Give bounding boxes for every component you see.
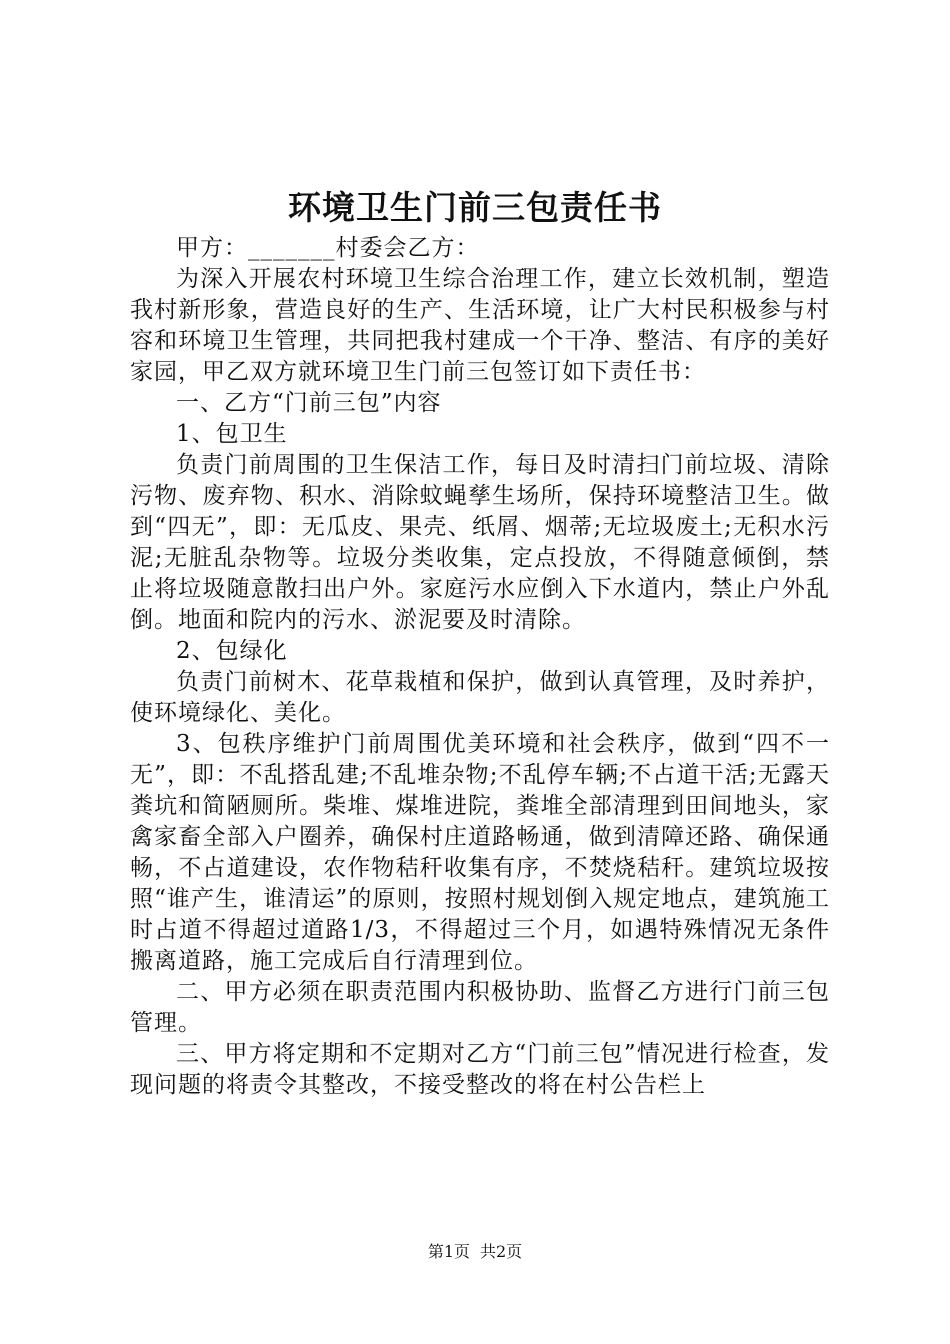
greening-paragraph: 负责门前树木、花草栽植和保护，做到认真管理，及时养护，使环境绿化、美化。 xyxy=(130,669,830,726)
page-total: 共2页 xyxy=(480,1242,523,1261)
hygiene-paragraph: 负责门前周围的卫生保洁工作，每日及时清扫门前垃圾、清除污物、废弃物、积水、消除蚊蝇孳生场所，保持环境整洁卫生。做到“四无”，即：无瓜皮、果壳、纸屑、烟蒂;无垃圾废土;无积水污泥;无脏乱杂物等。垃圾分类收集，定点投放，不得随意倾倒，禁止将垃圾随意散扫出户外。家庭污水应倒入下水道内，禁止户外乱倒。地面和院内的污水、淤泥要及时清除。 xyxy=(130,452,830,633)
party-line: 甲方：_______村委会乙方： xyxy=(176,235,480,261)
intro-paragraph: 为深入开展农村环境卫生综合治理工作，建立长效机制，塑造我村新形象，营造良好的生产、生活环境，让广大村民积极参与村容和环境卫生管理，共同把我村建成一个干净、整洁、有序的美好家园，甲乙双方就环境卫生门前三包签订如下责任书： xyxy=(130,266,830,385)
subsection-heading-hygiene: 1、包卫生 xyxy=(176,421,288,447)
document-title: 环境卫生门前三包责任书 xyxy=(288,188,662,227)
section-2-paragraph: 二、甲方必须在职责范围内积极协助、监督乙方进行门前三包管理。 xyxy=(130,979,830,1036)
document-body xyxy=(130,233,830,1101)
section-heading-1: 一、乙方“门前三包”内容 xyxy=(176,390,442,416)
page-number: 第1页 xyxy=(427,1242,470,1261)
subsection-heading-greening: 2、包绿化 xyxy=(176,638,288,664)
order-paragraph: 3、包秩序维护门前周围优美环境和社会秩序，做到“四不一无”，即：不乱搭乱建;不乱堆杂物;不乱停车辆;不占道干活;无露天粪坑和简陋厕所。柴堆、煤堆进院，粪堆全部清理到田间地头，家禽家畜全部入户圈养，确保村庄道路畅通，做到清障还路、确保通畅，不占道建设，农作物秸秆收集有序，不焚烧秸秆。建筑垃圾按照“谁产生，谁清运”的原则，按照村规划倒入规定地点，建筑施工时占道不得超过道路1/3，不得超过三个月，如遇特殊情况无条件搬离道路，施工完成后自行清理到位。 xyxy=(130,731,830,974)
section-3-paragraph: 三、甲方将定期和不定期对乙方“门前三包”情况进行检查，发现问题的将责令其整改，不接受整改的将在村公告栏上 xyxy=(130,1041,830,1098)
page-footer xyxy=(0,1241,950,1263)
